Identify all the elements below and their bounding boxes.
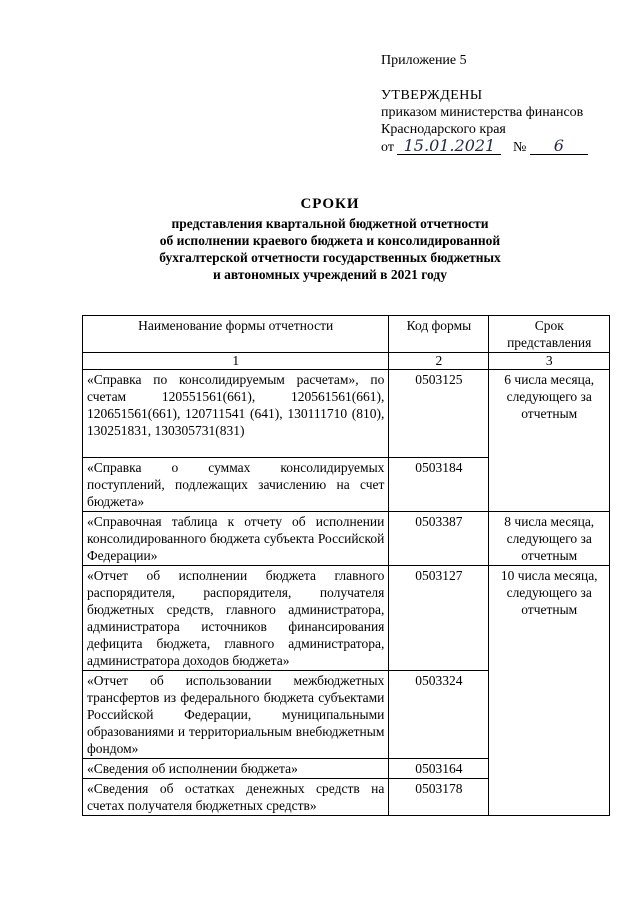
appendix-label: Приложение 5	[381, 53, 467, 68]
table-row	[83, 512, 610, 566]
row-form-code: 0503164	[389, 759, 489, 779]
row-form-name: «Сведения об остатках денежных средств на счетах получателя бюджетных средств»	[83, 779, 389, 816]
row-deadline: 8 числа месяца, следующего за отчетным	[489, 512, 610, 566]
approval-date-line	[381, 138, 588, 155]
approval-block	[381, 52, 467, 69]
table-number-row	[83, 353, 610, 370]
row-deadline: 6 числа месяца, следующего за отчетным	[489, 370, 610, 512]
approved-region-line: Краснодарского края	[381, 122, 506, 137]
title-line-3: бухгалтерской отчетности государственных бюджетных	[159, 250, 501, 265]
header-form-code: Код формы	[389, 316, 489, 353]
row-form-name: «Отчет об исполнении бюджета главного распорядителя, распорядителя, получателя бюджетных средств, главного администратора, администратора источников финансирования дефицита бюджета, главного администратора, администратора доходов бюджета»	[83, 566, 389, 671]
row-form-code: 0503387	[389, 512, 489, 566]
approved-heading: УТВЕРЖДЕНЫ	[381, 88, 483, 103]
approval-stamp	[381, 87, 588, 155]
row-form-name: «Сведения об исполнении бюджета»	[83, 759, 389, 779]
row-form-code: 0503184	[389, 458, 489, 512]
title-line-4: и автономных учреждений в 2021 году	[213, 267, 447, 282]
number-handwritten: 6	[553, 136, 564, 155]
col-number-1: 1	[83, 353, 389, 370]
document-title	[100, 196, 560, 283]
table-header-row	[83, 316, 610, 353]
table-row	[83, 370, 610, 458]
col-number-3: 3	[489, 353, 610, 370]
header-deadline: Срок представления	[489, 316, 610, 353]
approved-by-line: приказом министерства финансов	[381, 105, 584, 120]
col-number-2: 2	[389, 353, 489, 370]
number-prefix: №	[512, 140, 527, 155]
title-main: СРОКИ	[300, 196, 360, 212]
deadlines-table	[82, 315, 610, 816]
row-deadline: 10 числа месяца, следующего за отчетным	[489, 566, 610, 816]
row-form-name: «Справочная таблица к отчету об исполнении консолидированного бюджета субъекта Российской Федерации»	[83, 512, 389, 566]
row-form-code: 0503125	[389, 370, 489, 458]
header-form-name: Наименование формы отчетности	[83, 316, 389, 353]
number-field	[530, 138, 588, 155]
row-form-name: «Справка по консолидируемым расчетам», по счетам 120551561(661), 120561561(661), 120651561(661), 120711541 (641), 130111710 (810), 130251831, 130305731(831)	[83, 370, 389, 458]
row-form-name: «Отчет об использовании межбюджетных трансфертов из федерального бюджета субъектами Российской Федерации, муниципальными образованиями и территориальным внебюджетным фондом»	[83, 671, 389, 759]
date-field	[397, 138, 501, 155]
table-row	[83, 566, 610, 671]
row-form-code: 0503178	[389, 779, 489, 816]
row-form-code: 0503324	[389, 671, 489, 759]
row-form-code: 0503127	[389, 566, 489, 671]
title-line-2: об исполнении краевого бюджета и консолидированной	[159, 233, 501, 248]
row-form-name: «Справка о суммах консолидируемых поступлений, подлежащих зачислению на счет бюджета»	[83, 458, 389, 512]
title-line-1: представления квартальной бюджетной отчетности	[171, 216, 489, 231]
date-prefix: от	[381, 140, 394, 155]
date-handwritten: 15.01.2021	[403, 136, 496, 155]
